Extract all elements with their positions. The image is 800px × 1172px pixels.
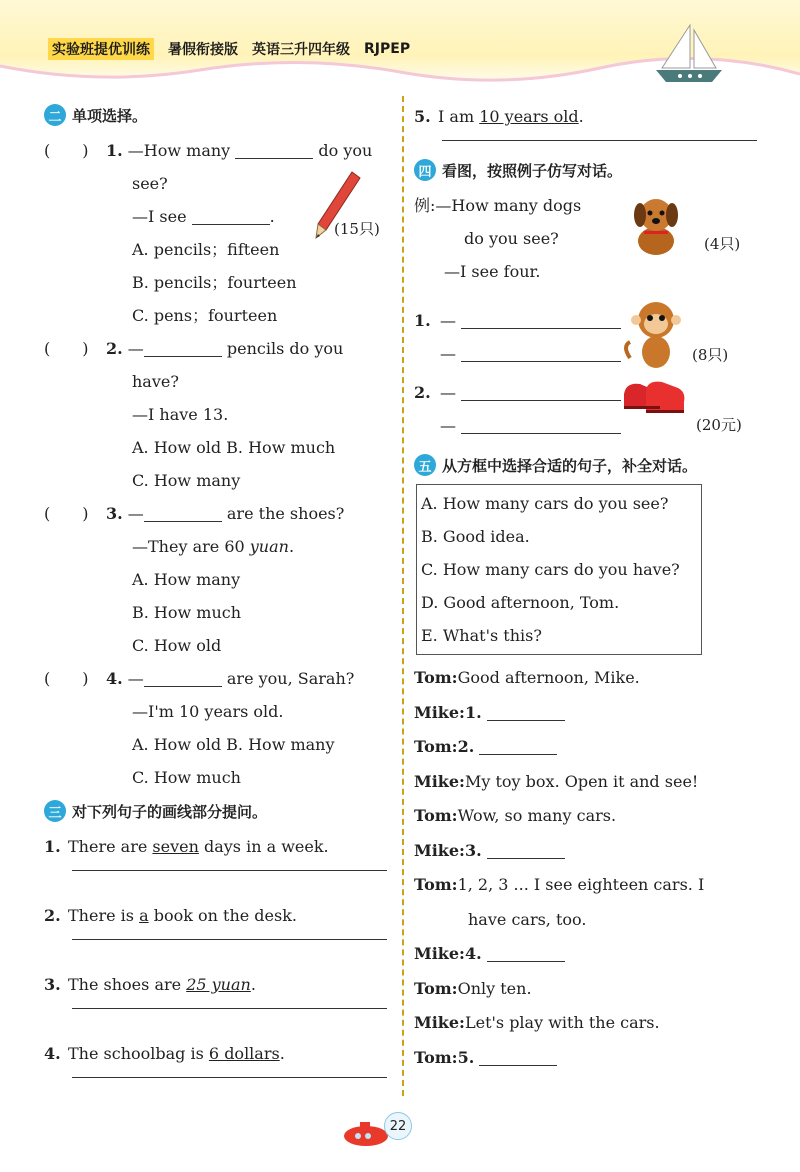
s4-item-2-dash-2: —: [440, 416, 456, 435]
q3-option-c: C. How old: [132, 636, 222, 655]
q2-line3: —I have 13.: [132, 405, 229, 424]
s4-item-2-dash-1: —: [440, 383, 456, 402]
s3-item-4-underlined: 6 dollars: [208, 1044, 280, 1063]
q4-line2: —I'm 10 years old.: [132, 702, 284, 721]
q1-paren[interactable]: ( ): [44, 141, 89, 160]
dialog-blank-3[interactable]: [487, 857, 565, 859]
q2-text-b: pencils do you: [226, 339, 344, 358]
option-e: E. What's this?: [421, 626, 542, 645]
s4-example-line3: —I see four.: [444, 262, 541, 281]
dialog-text: 4.: [464, 944, 482, 963]
s4-item-2: [414, 376, 764, 442]
dialog-line-4: [414, 765, 764, 800]
s3-item-1: [44, 830, 394, 863]
column-divider: [402, 96, 404, 1096]
section-5-number: 五: [414, 454, 436, 476]
sailboat-icon: [650, 20, 730, 90]
s3-item-4-num: 4.: [44, 1044, 61, 1063]
dog-count-label: (4只): [704, 235, 741, 253]
q1-option-a: A. pencils；fifteen: [132, 240, 280, 259]
speaker: Mike:: [414, 702, 465, 722]
dialog: [414, 661, 764, 1075]
dialog-text: Good afternoon, Mike.: [457, 668, 640, 687]
s3-item-5-num: 5.: [414, 107, 431, 126]
s3-item-4-pre: The schoolbag is: [68, 1044, 209, 1063]
s3-item-1-underlined: seven: [152, 837, 199, 856]
s4-example-line2: do you see?: [464, 229, 559, 248]
dialog-line-3: [414, 730, 764, 765]
s3-item-5-pre: I am: [438, 107, 480, 126]
q3-paren[interactable]: ( ): [44, 504, 89, 523]
dialog-line-12: [414, 1041, 764, 1076]
s4-example-q1: —How many dogs: [435, 196, 582, 215]
section-3-heading: 对下列句子的画线部分提问。: [72, 802, 268, 821]
s4-item-1-num: 1.: [414, 311, 431, 330]
q1-text-b: do you: [318, 141, 373, 160]
speaker: Tom:: [414, 1047, 458, 1067]
dialog-text: 5.: [457, 1047, 475, 1067]
dialog-text: Wow, so many cars.: [457, 806, 617, 825]
q4-text-b: are you, Sarah?: [226, 669, 355, 688]
left-column: [44, 100, 394, 1106]
speaker: Mike:: [414, 944, 465, 963]
s4-item-2-blank-1[interactable]: [461, 399, 621, 401]
q2-line1: [44, 332, 394, 365]
s3-item-2: [44, 899, 394, 932]
code-label: RJPEP: [364, 41, 411, 57]
s3-item-2-pre: There is: [68, 906, 140, 925]
s3-item-2-post: book on the desk.: [148, 906, 297, 925]
s4-item-1: [414, 304, 764, 370]
s3-item-5-underlined: 10 years old: [479, 107, 579, 126]
s3-item-1-pre: There are: [68, 837, 153, 856]
q4-dash: —: [127, 669, 144, 688]
pencil-count-label: (15只): [334, 220, 380, 238]
section-5-title: [414, 454, 764, 476]
s4-item-1-blank-1[interactable]: [461, 327, 621, 329]
section-4-number: 四: [414, 159, 436, 181]
dialog-line-6: [414, 834, 764, 869]
q2-blank[interactable]: [144, 355, 222, 357]
s3-answer-line-3[interactable]: [72, 1007, 387, 1009]
s3-answer-line-4[interactable]: [72, 1076, 387, 1078]
speaker: Mike:: [414, 1013, 465, 1032]
shoes-icon: [620, 376, 688, 416]
monkey-icon: [622, 296, 686, 372]
s4-item-1-blank-2[interactable]: [461, 360, 621, 362]
s3-item-5: [414, 100, 764, 133]
dialog-text: 3.: [464, 840, 482, 860]
speaker: Tom:: [414, 806, 458, 825]
q2-label: 2.: [106, 339, 123, 358]
option-c: C. How many cars do you have?: [421, 560, 680, 579]
q3-blank[interactable]: [144, 520, 222, 522]
section-4-title: [414, 159, 764, 181]
q4-options-ab: A. How old B. How many: [132, 735, 335, 754]
s3-item-2-underlined: a: [139, 906, 149, 925]
q3-dash: —: [127, 504, 144, 523]
s3-item-4: [44, 1037, 394, 1070]
dialog-blank-4[interactable]: [487, 960, 565, 962]
q2-dash: —: [127, 339, 144, 358]
shoes-price-label: (20元): [696, 416, 742, 434]
q1-line1: [44, 134, 394, 167]
s3-item-3: [44, 968, 394, 1001]
section-3-number: 三: [44, 800, 66, 822]
q1-line3-end: .: [269, 207, 275, 226]
dialog-blank-5[interactable]: [479, 1064, 557, 1066]
speaker: Mike:: [414, 771, 465, 791]
dialog-text: 2.: [457, 737, 475, 756]
q4-option-c: C. How much: [132, 768, 241, 787]
s4-item-2-blank-2[interactable]: [461, 432, 621, 434]
dialog-line-10: [414, 972, 764, 1007]
q1-text-a: —How many: [127, 141, 231, 160]
s3-item-3-pre: The shoes are: [68, 975, 187, 994]
section-4-example: [414, 189, 764, 288]
dialog-line-9: [414, 937, 764, 972]
s3-item-3-underlined: 25 yuan: [186, 975, 251, 994]
q3-option-b: B. How much: [132, 603, 242, 622]
s3-answer-line-2[interactable]: [72, 938, 387, 940]
s4-item-1-dash-2: —: [440, 344, 456, 363]
q3-line1: [44, 497, 394, 530]
q4-line1: [44, 662, 394, 695]
dialog-line-11: [414, 1006, 764, 1041]
s4-example-line1: [414, 189, 764, 222]
dialog-line-2: [414, 696, 764, 731]
q2-options-ab: A. How old B. How much: [132, 438, 336, 457]
dialog-text: Only ten.: [457, 978, 532, 998]
q3-line2-yuan: yuan: [249, 537, 289, 556]
sentence-options-box: [416, 484, 702, 655]
q1-blank-1[interactable]: [235, 157, 313, 159]
dialog-line-5: [414, 799, 764, 834]
dialog-text: 1.: [464, 702, 482, 722]
monkey-count-label: (8只): [692, 346, 729, 364]
q4-label: 4.: [106, 669, 123, 688]
dialog-text: 1, 2, 3 ... I see eighteen cars. I: [457, 875, 705, 894]
s3-answer-line-1[interactable]: [72, 869, 387, 871]
q3-option-a: A. How many: [132, 570, 241, 589]
q1-option-c: C. pens；fourteen: [132, 306, 278, 325]
q1-label: 1.: [106, 141, 123, 160]
q3-line2-a: —They are 60: [132, 537, 250, 556]
q4-paren[interactable]: ( ): [44, 669, 89, 688]
q1-blank-2[interactable]: [192, 223, 270, 225]
dialog-line-7: [414, 868, 764, 903]
speaker: Tom:: [414, 668, 458, 687]
page-number: 22: [384, 1112, 412, 1140]
option-b: B. Good idea.: [421, 527, 530, 546]
dialog-line-1: [414, 661, 764, 696]
speaker: Mike:: [414, 840, 465, 860]
section-2-heading: 单项选择。: [72, 106, 148, 125]
speaker: Tom:: [414, 978, 458, 998]
q3-line2: [44, 530, 394, 563]
right-column: [414, 100, 764, 1075]
series-title: 实验班提优训练: [48, 38, 154, 60]
s3-item-1-num: 1.: [44, 837, 61, 856]
s3-item-3-num: 3.: [44, 975, 61, 994]
option-a: A. How many cars do you see?: [421, 494, 669, 513]
page-header: [0, 0, 800, 92]
s3-item-1-post: days in a week.: [198, 837, 329, 856]
dog-icon: [626, 193, 686, 259]
option-d: D. Good afternoon, Tom.: [421, 593, 620, 612]
q1-line2: see?: [132, 174, 168, 193]
subject-label: 英语三升四年级: [252, 42, 350, 58]
section-2-number: 二: [44, 104, 66, 126]
dialog-text: My toy box. Open it and see!: [464, 771, 699, 791]
q3-text-b: are the shoes?: [226, 504, 345, 523]
q2-line2: have?: [132, 372, 179, 391]
edition-label: 暑假衔接版: [168, 42, 238, 58]
section-3-title: [44, 800, 394, 822]
dialog-blank-2[interactable]: [479, 753, 557, 755]
dialog-text: Let's play with the cars.: [464, 1013, 660, 1032]
s4-example-label: 例:: [414, 196, 436, 215]
s3-item-5-post: .: [578, 107, 584, 126]
q3-label: 3.: [106, 504, 123, 523]
s3-item-3-post: .: [250, 975, 256, 994]
q3-line2-end: .: [288, 537, 295, 556]
s3-item-2-num: 2.: [44, 906, 61, 925]
q2-paren[interactable]: ( ): [44, 339, 89, 358]
s3-item-4-post: .: [279, 1044, 285, 1063]
dialog-line-8: have cars, too.: [468, 909, 587, 929]
header-bar: [48, 38, 410, 60]
section-4-heading: 看图，按照例子仿写对话。: [442, 161, 623, 180]
speaker: Tom:: [414, 737, 458, 756]
section-2-title: [44, 104, 394, 126]
q1-option-b: B. pencils；fourteen: [132, 273, 297, 292]
s4-item-1-dash-1: —: [440, 311, 456, 330]
section-5-heading: 从方框中选择合适的句子，补全对话。: [442, 456, 698, 475]
q2-option-c: C. How many: [132, 471, 241, 490]
s3-answer-line-5[interactable]: [442, 139, 757, 141]
speaker: Tom:: [414, 875, 458, 894]
q4-blank[interactable]: [144, 685, 222, 687]
q1-line3-text: —I see: [132, 207, 187, 226]
dialog-blank-1[interactable]: [487, 719, 565, 721]
s4-item-2-num: 2.: [414, 383, 431, 402]
